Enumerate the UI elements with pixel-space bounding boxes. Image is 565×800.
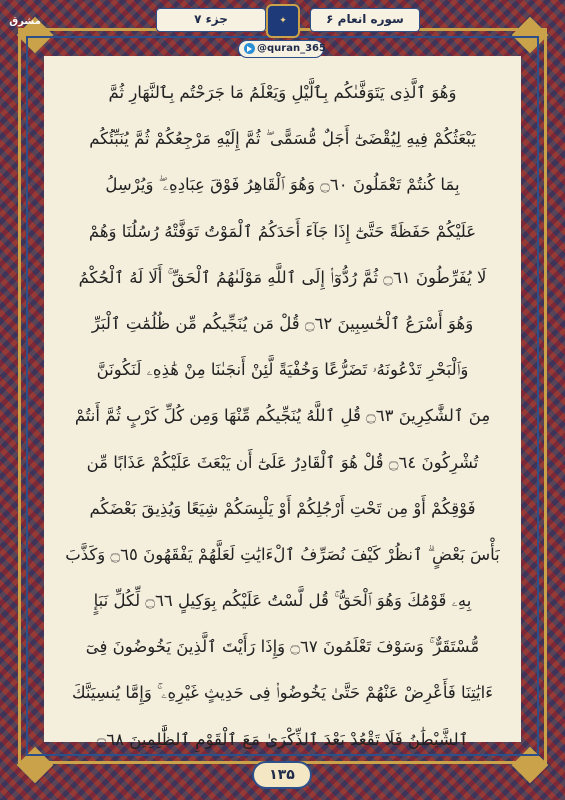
handle-text: @quran_365 xyxy=(257,43,326,54)
verse-line: وَٱلْبَحْرِ تَدْعُونَهُۥ تَضَرُّعًا وَخُفْيَةً لَّئِنْ أَنجَىٰنَا مِنْ هَٰذِهِۦ لَنَكُونَنَّ xyxy=(96,360,469,380)
verse-line: يَبْعَثُكُمْ فِيهِ لِيُقْضَىٰٓ أَجَلٌ مُّسَمًّى ۖ ثُمَّ إِلَيْهِ مَرْجِعُكُمْ ثُمَّ يُنَبِّئُكُم xyxy=(89,129,476,149)
verse-line: مُّسْتَقَرٌّ ۚ وَسَوْفَ تَعْلَمُونَ ۝٦٧ وَإِذَا رَأَيْتَ ٱلَّذِينَ يَخُوضُونَ فِىٓ xyxy=(85,637,480,657)
verse-line: وَهُوَ أَسْرَعُ ٱلْحَٰسِبِينَ ۝٦٢ قُلْ مَن يُنَجِّيكُم مِّن ظُلُمَٰتِ ٱلْبَرِّ xyxy=(91,313,474,333)
verse-line: ءَايَٰتِنَا فَأَعْرِضْ عَنْهُمْ حَتَّىٰ يَخُوضُوا۟ فِى حَدِيثٍ غَيْرِهِۦ ۚ وَإِمَّا يُنسِيَنَّكَ xyxy=(72,683,493,703)
logo: مشرق xyxy=(9,16,41,27)
verse-line: مِنَ ٱلشَّٰكِرِينَ ۝٦٣ قُلِ ٱللَّهُ يُنَجِّيكُم مِّنْهَا وَمِن كُلِّ كَرْبٍ ثُمَّ أَنتُمْ xyxy=(74,406,491,426)
verse-line: تُشْرِكُونَ ۝٦٤ قُلْ هُوَ ٱلْقَادِرُ عَلَىٰٓ أَن يَبْعَثَ عَلَيْكُمْ عَذَابًا مِّن xyxy=(86,452,479,472)
verse-line: بِهِۦ قَوْمُكَ وَهُوَ ٱلْحَقُّ ۚ قُل لَّسْتُ عَلَيْكُم بِوَكِيلٍ ۝٦٦ لِّكُلِّ نَبَإٍ xyxy=(93,591,472,611)
surah-label: سوره انعام ۶ xyxy=(310,8,420,32)
channel-handle[interactable] xyxy=(238,40,324,58)
verse-line: لَا يُفَرِّطُونَ ۝٦١ ثُمَّ رُدُّوٓا۟ إِلَى ٱللَّهِ مَوْلَىٰهُمُ ٱلْحَقِّ ۚ أَلَا لَهُ ٱلْحُكْمُ xyxy=(78,267,487,287)
verse-line: بِمَا كُنتُمْ تَعْمَلُونَ ۝٦٠ وَهُوَ ٱلْقَاهِرُ فَوْقَ عِبَادِهِۦ ۖ وَيُرْسِلُ xyxy=(105,175,460,195)
emblem-icon: ✦ xyxy=(266,4,300,38)
verse-line: عَلَيْكُمْ حَفَظَةً حَتَّىٰٓ إِذَا جَآءَ أَحَدَكُمُ ٱلْمَوْتُ تَوَفَّتْهُ رُسُلُنَا وَهُمْ xyxy=(88,221,477,241)
verse-line: ٱلشَّيْطَٰنُ فَلَا تَقْعُدْ بَعْدَ ٱلذِّكْرَىٰ مَعَ ٱلْقَوْمِ ٱلظَّٰلِمِينَ ۝٦٨ xyxy=(96,729,469,749)
verse-line: وَهُوَ ٱلَّذِى يَتَوَفَّىٰكُم بِٱلَّيْلِ وَيَعْلَمُ مَا جَرَحْتُم بِٱلنَّهَارِ ثُمَّ xyxy=(108,83,457,102)
verse-line: بَأْسَ بَعْضٍ ۗ ٱنظُرْ كَيْفَ نُصَرِّفُ ٱلْءَايَٰتِ لَعَلَّهُمْ يَفْقَهُونَ ۝٦٥ وَكَذَّبَ xyxy=(65,544,500,564)
page-number: ۱۳۵ xyxy=(252,761,312,789)
verse-lines xyxy=(52,70,513,763)
juz-label: جزء ۷ xyxy=(156,8,266,32)
verse-line: فَوْقِكُمْ أَوْ مِن تَحْتِ أَرْجُلِكُمْ أَوْ يَلْبِسَكُمْ شِيَعًا وَيُذِيقَ بَعْضَكُم xyxy=(89,498,476,518)
telegram-icon xyxy=(244,43,255,54)
